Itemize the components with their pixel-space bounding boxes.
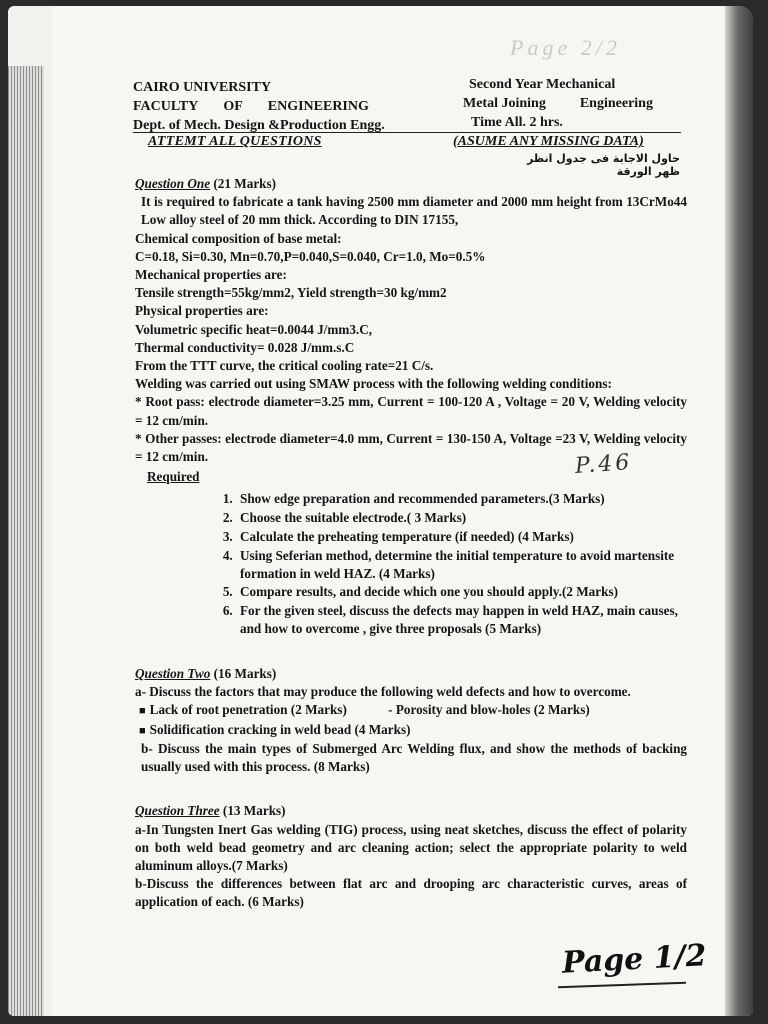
course-name-b: Engineering xyxy=(579,96,653,111)
q2-part-b: b- Discuss the main types of Submerged Arc Welding flux, and show the methods of backing usually used with this process. (8 Marks) xyxy=(141,740,687,775)
handwritten-page-reference: P.46 xyxy=(574,450,634,479)
arabic-note: حاول الاجابة فى جدول انظر ظهر الورقة xyxy=(526,152,680,178)
question-two-marks: (16 Marks) xyxy=(213,666,277,682)
q2-bullet-lack-root: ■ Lack of root penetration (2 Marks) xyxy=(139,702,347,717)
question-two-title: Question Two xyxy=(135,666,211,682)
question-two-heading xyxy=(135,665,687,683)
question-three-marks: (13 Marks) xyxy=(222,803,286,819)
q1-task-6: 6. For the given steel, discuss the defects may happen in weld HAZ, main causes, and how to overcome , give three proposals (5 Marks) xyxy=(236,602,687,638)
question-one-heading xyxy=(135,175,687,193)
header-course xyxy=(463,75,653,132)
stacked-page-edges xyxy=(8,66,44,1016)
q1-specific-heat: Volumetric specific heat=0.0044 J/mm3.C, xyxy=(135,321,373,337)
q1-other-passes: * Other passes: electrode diameter=4.0 mm, Current = 130-150 A, Voltage =23 V, Welding velocity = 12 cm/min. xyxy=(135,430,687,465)
q2-part-a: a- Discuss the factors that may produce the following weld defects and how to overcome. xyxy=(135,684,631,700)
q1-welding-process: Welding was carried out using SMAW process with the following welding conditions: xyxy=(135,376,612,392)
question-one-title: Question One xyxy=(135,176,211,191)
time-allowed: Time All. 2 hrs. xyxy=(471,115,563,130)
year-label: Second Year Mechanical xyxy=(469,77,616,92)
q1-phys-heading: Physical properties are: xyxy=(135,303,269,319)
q1-task-3: 3. Calculate the preheating temperature (if needed) (4 Marks) xyxy=(236,528,687,546)
course-name xyxy=(463,94,653,113)
q1-mech-heading: Mechanical properties are: xyxy=(135,267,287,283)
q2-bullet-row-1 xyxy=(135,701,687,720)
q1-task-2: 2. Choose the suitable electrode.( 3 Marks) xyxy=(236,509,687,527)
q1-chem-heading: Chemical composition of base metal: xyxy=(135,230,342,246)
question-three-heading xyxy=(135,802,687,820)
university-name: CAIRO UNIVERSITY xyxy=(133,80,272,95)
q1-cooling-rate: From the TTT curve, the critical cooling rate=21 C/s. xyxy=(135,358,434,374)
q2-bullet-porosity: - Porosity and blow-holes (2 Marks) xyxy=(388,702,590,718)
q1-chem-values: C=0.18, Si=0.30, Mn=0.70,P=0.040,S=0.040, Cr=1.0, Mo=0.5% xyxy=(135,248,486,264)
q2-bullet-solidification: ■ Solidification cracking in weld bead (4 Marks) xyxy=(135,721,687,740)
header-divider xyxy=(133,132,681,133)
spacer xyxy=(135,776,687,802)
q1-conductivity: Thermal conductivity= 0.028 J/mm.s.C xyxy=(135,339,355,355)
department-name: Dept. of Mech. Design &Production Engg. xyxy=(133,118,385,133)
q1-task-5: 5. Compare results, and decide which one you should apply.(2 Marks) xyxy=(236,583,687,601)
q1-task-4: 4. Using Seferian method, determine the initial temperature to avoid martensite formation in weld HAZ. (4 Marks) xyxy=(236,547,687,583)
q1-task-1: 1. Show edge preparation and recommended parameters.(3 Marks) xyxy=(236,490,687,508)
attempt-instruction: ATTEMT ALL QUESTIONS xyxy=(148,134,322,149)
spacer xyxy=(135,639,687,665)
header-institution xyxy=(133,78,385,135)
exam-questions xyxy=(135,175,687,912)
q3-part-a: a-In Tungsten Inert Gas welding (TIG) process, using neat sketches, discuss the effect of polarity on both weld bead geometry and arc cleaning action; select the appropriate polarity to weld aluminum alloys.(7 Marks) xyxy=(135,821,687,873)
scan-shadow-edge xyxy=(725,6,753,1016)
q1-intro: It is required to fabricate a tank having 2500 mm diameter and 2000 mm height from 13CrMo44 Low alloy steel of 20 mm thick. According to DIN 17155, xyxy=(141,194,687,228)
course-name-a: Metal Joining xyxy=(463,96,546,111)
question-one-marks: (21 Marks) xyxy=(213,176,277,191)
q1-mech-values: Tensile strength=55kg/mm2, Yield strength=30 kg/mm2 xyxy=(135,285,447,301)
faint-bleed-through-mark: Page 2/2 xyxy=(510,35,621,60)
question-three-title: Question Three xyxy=(135,803,220,819)
page-number-label: Page 1/2 xyxy=(561,938,708,981)
q3-part-b: b-Discuss the differences between flat arc and drooping arc characteristic curves, areas of application of each. (6 Marks) xyxy=(135,876,687,910)
faculty-name: FACULTY OF ENGINEERING xyxy=(133,99,369,114)
q1-task-list xyxy=(135,490,687,638)
q1-root-pass: * Root pass: electrode diameter=3.25 mm, Current = 100-120 A , Voltage = 20 V, Welding velocity = 12 cm/min. xyxy=(135,394,687,428)
q1-required-label: Required xyxy=(147,469,200,485)
assume-instruction: (ASUME ANY MISSING DATA) xyxy=(453,134,644,149)
